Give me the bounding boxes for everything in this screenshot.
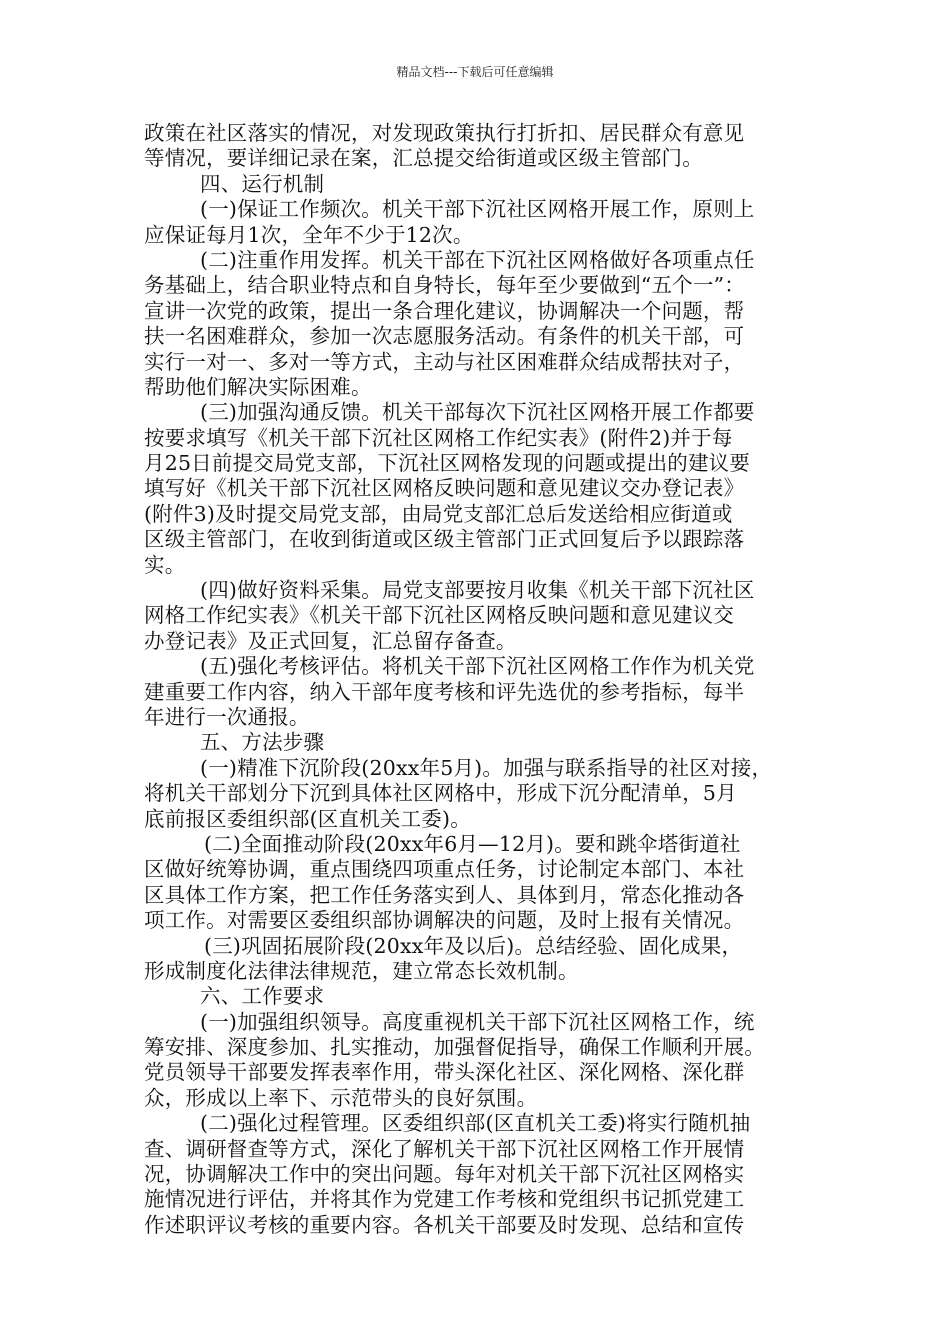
text-line: 办登记表》及正式回复，汇总留存备查。 bbox=[144, 628, 517, 653]
text-line: 建重要工作内容，纳入干部年度考核和评先选优的参考指标，每半 bbox=[144, 679, 745, 704]
text-line: (附件3)及时提交局党支部，由局党支部汇总后发送给相应街道或 bbox=[144, 501, 733, 526]
text-line: (四)做好资料采集。局党支部要按月收集《机关干部下沉社区 bbox=[200, 578, 755, 603]
text-line: 扶一名困难群众，参加一次志愿服务活动。有条件的机关干部，可 bbox=[144, 324, 745, 349]
text-line: 施情况进行评估，并将其作为党建工作考核和党组织书记抓党建工 bbox=[144, 1187, 745, 1212]
text-line: 底前报区委组织部(区直机关工委)。 bbox=[144, 806, 471, 831]
text-line: 区做好统筹协调，重点围绕四项重点任务，讨论制定本部门、本社 bbox=[144, 857, 745, 882]
text-line: 月25日前提交局党支部，下沉社区网格发现的问题或提出的建议要 bbox=[144, 451, 751, 476]
text-line: 实。 bbox=[144, 552, 186, 577]
text-line: (三)加强沟通反馈。机关干部每次下沉社区网格开展工作都要 bbox=[200, 400, 755, 425]
text-line: 应保证每月1次，全年不少于12次。 bbox=[144, 222, 474, 247]
text-line: 宣讲一次党的政策，提出一条合理化建议，协调解决一个问题，帮 bbox=[144, 298, 745, 323]
text-line: (二)全面推动阶段(20xx年6月—12月)。要和跳伞塔街道社 bbox=[204, 831, 741, 856]
text-line: 查、调研督查等方式，深化了解机关干部下沉社区网格工作开展情 bbox=[144, 1136, 745, 1161]
text-line: 作述职评议考核的重要内容。各机关干部要及时发现、总结和宣传 bbox=[144, 1212, 745, 1237]
text-line: 按要求填写《机关干部下沉社区网格工作纪实表》(附件2)并于每 bbox=[144, 425, 733, 450]
text-line: 帮助他们解决实际困难。 bbox=[144, 374, 372, 399]
text-line: 党员领导干部要发挥表率作用，带头深化社区、深化网格、深化群 bbox=[144, 1060, 745, 1085]
text-line: 四、运行机制 bbox=[200, 171, 325, 196]
text-line: 众，形成以上率下、示范带头的良好氛围。 bbox=[144, 1085, 538, 1110]
text-line: (一)保证工作频次。机关干部下沉社区网格开展工作，原则上 bbox=[200, 197, 755, 222]
text-line: (一)精准下沉阶段(20xx年5月)。加强与联系指导的社区对接， bbox=[200, 755, 773, 780]
text-line: 六、工作要求 bbox=[200, 984, 325, 1009]
text-line: 将机关干部划分下沉到具体社区网格中，形成下沉分配清单，5月 bbox=[144, 781, 737, 806]
text-line: 等情况，要详细记录在案，汇总提交给街道或区级主管部门。 bbox=[144, 146, 703, 171]
text-line: 区具体工作方案，把工作任务落实到人、具体到月，常态化推动各 bbox=[144, 882, 745, 907]
text-line: 项工作。对需要区委组织部协调解决的问题，及时上报有关情况。 bbox=[144, 908, 745, 933]
text-line: (一)加强组织领导。高度重视机关干部下沉社区网格工作，统 bbox=[200, 1009, 755, 1034]
text-line: 区级主管部门，在收到街道或区级主管部门正式回复后予以跟踪落 bbox=[144, 527, 745, 552]
text-line: 况，协调解决工作中的突出问题。每年对机关干部下沉社区网格实 bbox=[144, 1162, 745, 1187]
text-line: 实行一对一、多对一等方式，主动与社区困难群众结成帮扶对子， bbox=[144, 349, 745, 374]
page-header: 精品文档---下载后可任意编辑 bbox=[396, 65, 554, 79]
text-line: 政策在社区落实的情况，对发现政策执行打折扣、居民群众有意见 bbox=[144, 121, 745, 145]
text-line: 筹安排、深度参加、扎实推动，加强督促指导，确保工作顺利开展。 bbox=[144, 1035, 765, 1060]
text-line: 五、方法步骤 bbox=[200, 730, 325, 755]
text-line: (二)注重作用发挥。机关干部在下沉社区网格做好各项重点任 bbox=[200, 247, 755, 272]
text-line: 务基础上，结合职业特点和自身特长，每年至少要做到“五个一”： bbox=[144, 273, 745, 298]
text-line: 网格工作纪实表》《机关干部下沉社区网格反映问题和意见建议交 bbox=[144, 603, 735, 628]
text-line: (三)巩固拓展阶段(20xx年及以后)。总结经验、固化成果， bbox=[204, 933, 743, 958]
text-line: 填写好《机关干部下沉社区网格反映问题和意见建议交办登记表》 bbox=[144, 476, 745, 501]
text-line: 年进行一次通报。 bbox=[144, 704, 310, 729]
document-body bbox=[144, 121, 816, 1238]
text-line: (五)强化考核评估。将机关干部下沉社区网格工作作为机关党 bbox=[200, 654, 755, 679]
text-line: (二)强化过程管理。区委组织部(区直机关工委)将实行随机抽 bbox=[200, 1111, 751, 1136]
text-line: 形成制度化法律法律规范，建立常态长效机制。 bbox=[144, 958, 579, 983]
